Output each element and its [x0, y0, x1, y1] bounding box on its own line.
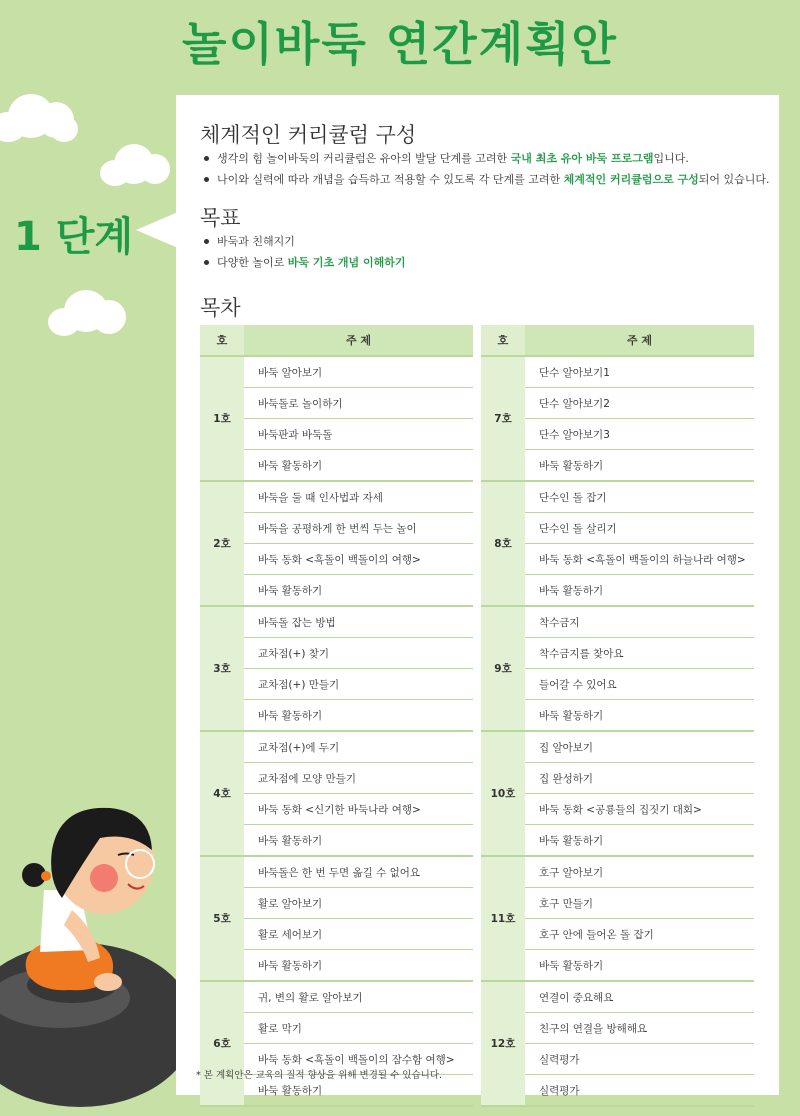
topic-cell: 바둑돌은 한 번 두면 옮길 수 없어요 — [244, 856, 473, 888]
list-item: 바둑과 친해지기 — [204, 231, 406, 252]
table-row — [481, 606, 754, 638]
table-row — [200, 356, 473, 388]
topic-cell: 실력평가 — [525, 1044, 754, 1075]
topic-cell: 바둑돌로 놀이하기 — [244, 388, 473, 419]
topic-cell: 활로 세어보기 — [244, 919, 473, 950]
column-header-topic: 주 제 — [525, 325, 754, 356]
list-item: 다양한 놀이로 바둑 기초 개념 이해하기 — [204, 252, 406, 273]
curriculum-list — [204, 148, 770, 190]
table-row — [481, 856, 754, 888]
topic-cell: 호구 만들기 — [525, 888, 754, 919]
topic-cell: 바둑 동화 <공룡들의 집짓기 대회> — [525, 794, 754, 825]
topic-cell: 교차점(+) 찾기 — [244, 638, 473, 669]
curriculum-heading: 체계적인 커리큘럼 구성 — [200, 123, 417, 147]
toc-heading: 목차 — [200, 296, 241, 320]
table-row — [200, 981, 473, 1013]
session-number: 7호 — [481, 356, 525, 481]
topic-cell: 연결이 중요해요 — [525, 981, 754, 1013]
topic-cell: 바둑 활동하기 — [244, 450, 473, 482]
topic-cell: 착수금지 — [525, 606, 754, 638]
topic-cell: 바둑 활동하기 — [525, 825, 754, 857]
child-illustration — [0, 780, 200, 1116]
topic-cell: 들어갈 수 있어요 — [525, 669, 754, 700]
session-number: 11호 — [481, 856, 525, 981]
speech-bubble-tail — [136, 212, 178, 248]
topic-cell: 교차점(+) 만들기 — [244, 669, 473, 700]
topic-cell: 바둑 동화 <흑돌이 백돌이의 여행> — [244, 544, 473, 575]
topic-cell: 귀, 변의 활로 알아보기 — [244, 981, 473, 1013]
session-number: 1호 — [200, 356, 244, 481]
topic-cell: 바둑 활동하기 — [244, 950, 473, 982]
topic-cell: 바둑 동화 <신기한 바둑나라 여행> — [244, 794, 473, 825]
topic-cell: 바둑 동화 <흑돌이 백돌이의 하늘나라 여행> — [525, 544, 754, 575]
session-number: 4호 — [200, 731, 244, 856]
topic-cell: 단수 알아보기1 — [525, 356, 754, 388]
topic-cell: 바둑 활동하기 — [244, 825, 473, 857]
table-row — [200, 606, 473, 638]
topic-cell: 착수금지를 찾아요 — [525, 638, 754, 669]
content-panel — [176, 95, 779, 1095]
topic-cell: 바둑 활동하기 — [244, 575, 473, 607]
table-row — [481, 481, 754, 513]
topic-cell: 바둑돌 잡는 방법 — [244, 606, 473, 638]
topic-cell: 활로 알아보기 — [244, 888, 473, 919]
topic-cell: 활로 막기 — [244, 1013, 473, 1044]
column-header-ho: 호 — [200, 325, 244, 356]
page-title: 놀이바둑 연간계획안 — [182, 17, 618, 71]
topic-cell: 집 알아보기 — [525, 731, 754, 763]
topic-cell: 집 완성하기 — [525, 763, 754, 794]
toc-table-right — [481, 325, 754, 1107]
footnote: * 본 계획안은 교육의 질적 향상을 위해 변경될 수 있습니다. — [196, 1070, 443, 1081]
table-row — [200, 731, 473, 763]
topic-cell: 바둑 알아보기 — [244, 356, 473, 388]
session-number: 9호 — [481, 606, 525, 731]
topic-cell: 교차점(+)에 두기 — [244, 731, 473, 763]
table-row — [481, 981, 754, 1013]
topic-cell: 바둑 동화 <흑돌이 백돌이의 잠수함 여행> — [244, 1044, 473, 1075]
table-row — [200, 481, 473, 513]
topic-cell: 단수인 돌 잡기 — [525, 481, 754, 513]
session-number: 5호 — [200, 856, 244, 981]
table-row — [481, 731, 754, 763]
stage-label: 1 단계 — [14, 214, 134, 260]
table-row — [200, 856, 473, 888]
topic-cell: 바둑 활동하기 — [525, 700, 754, 732]
topic-cell: 바둑 활동하기 — [244, 700, 473, 732]
topic-cell: 단수 알아보기3 — [525, 419, 754, 450]
topic-cell: 단수인 돌 살리기 — [525, 513, 754, 544]
session-number: 6호 — [200, 981, 244, 1106]
session-number: 8호 — [481, 481, 525, 606]
list-item: 생각의 힘 놀이바둑의 커리큘럼은 유아의 발달 단계를 고려한 국내 최초 유아 바둑 프로그램입니다. — [204, 148, 770, 169]
topic-cell: 바둑 활동하기 — [525, 450, 754, 482]
toc-table-left — [200, 325, 473, 1107]
topic-cell: 호구 알아보기 — [525, 856, 754, 888]
goal-list — [204, 231, 406, 273]
topic-cell: 단수 알아보기2 — [525, 388, 754, 419]
topic-cell: 바둑을 둘 때 인사법과 자세 — [244, 481, 473, 513]
topic-cell: 바둑 활동하기 — [525, 950, 754, 982]
column-header-ho: 호 — [481, 325, 525, 356]
topic-cell: 바둑 활동하기 — [525, 575, 754, 607]
session-number: 2호 — [200, 481, 244, 606]
topic-cell: 실력평가 — [525, 1075, 754, 1107]
column-header-topic: 주 제 — [244, 325, 473, 356]
goal-heading: 목표 — [200, 206, 241, 230]
topic-cell: 친구의 연결을 방해해요 — [525, 1013, 754, 1044]
topic-cell: 교차점에 모양 만들기 — [244, 763, 473, 794]
topic-cell: 바둑 활동하기 — [244, 1075, 473, 1107]
session-number: 3호 — [200, 606, 244, 731]
session-number: 10호 — [481, 731, 525, 856]
topic-cell: 호구 안에 들어온 돌 잡기 — [525, 919, 754, 950]
session-number: 12호 — [481, 981, 525, 1106]
topic-cell: 바둑을 공평하게 한 번씩 두는 놀이 — [244, 513, 473, 544]
table-row — [481, 356, 754, 388]
topic-cell: 바둑판과 바둑돌 — [244, 419, 473, 450]
list-item: 나이와 실력에 따라 개념을 습득하고 적용할 수 있도록 각 단계를 고려한 체계적인 커리큘럼으로 구성되어 있습니다. — [204, 169, 770, 190]
